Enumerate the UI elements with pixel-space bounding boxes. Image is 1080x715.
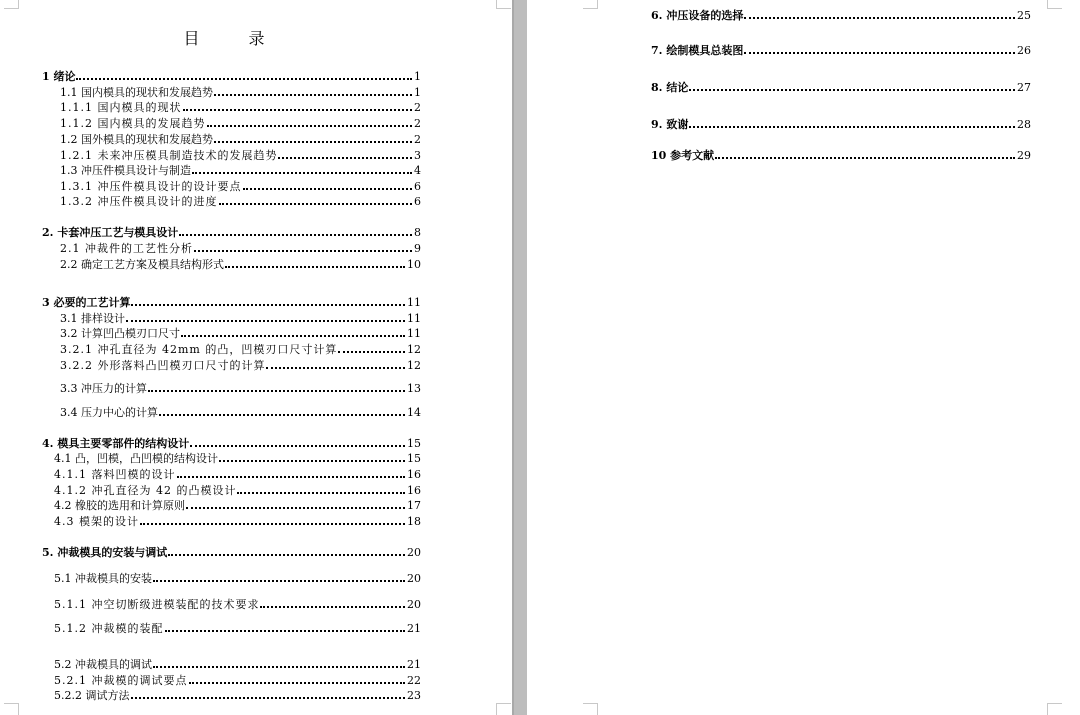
page-corner-mark — [583, 703, 598, 715]
toc-dot-leader — [181, 335, 405, 337]
toc-entry[interactable] — [60, 325, 421, 340]
toc-entry[interactable] — [54, 620, 421, 635]
toc-page-number: 22 — [407, 674, 421, 687]
toc-entry-title: 5.2.2 调试方法 — [54, 689, 130, 702]
toc-entry[interactable] — [60, 131, 421, 146]
toc-page-number: 18 — [407, 515, 421, 528]
toc-entry-title: 1.3.2 冲压件模具设计的进度 — [60, 195, 218, 208]
toc-page-number: 21 — [407, 658, 421, 671]
toc-entry-title: 4.1.1 落料凹模的设计 — [54, 468, 176, 481]
toc-page-number: 10 — [407, 258, 421, 271]
toc-dot-leader — [131, 697, 406, 699]
toc-entry[interactable] — [42, 544, 421, 559]
toc-dot-leader — [237, 492, 405, 494]
page-corner-mark — [4, 0, 19, 9]
toc-page-number: 11 — [407, 296, 421, 309]
toc-dot-leader — [153, 666, 405, 668]
toc-entry[interactable] — [651, 116, 1031, 131]
toc-entry-title: 3.2.1 冲孔直径为 42mm 的凸，凹模刃口尺寸计算 — [60, 343, 338, 356]
toc-entry-title: 3.3 冲压力的计算 — [60, 382, 147, 395]
toc-entry-title: 3 必要的工艺计算 — [42, 296, 131, 309]
toc-dot-leader — [266, 367, 405, 369]
toc-entry[interactable] — [42, 435, 421, 450]
toc-entry-title: 1 绪论 — [42, 70, 76, 83]
document-page-right — [527, 0, 1080, 715]
toc-page-number: 15 — [407, 452, 421, 465]
toc-dot-leader — [140, 523, 405, 525]
toc-page-number: 13 — [407, 382, 421, 395]
toc-dot-leader — [207, 125, 413, 127]
toc-page-number: 20 — [407, 572, 421, 585]
toc-entry-title: 5.2.1 冲裁模的调试要点 — [54, 674, 188, 687]
toc-page-number: 23 — [407, 689, 421, 702]
toc-page-number: 26 — [1017, 44, 1031, 57]
toc-dot-leader — [131, 304, 405, 306]
toc-entry-title: 1.2.1 未来冲压模具制造技术的发展趋势 — [60, 149, 278, 162]
toc-dot-leader — [338, 351, 405, 353]
toc-entry[interactable] — [54, 672, 421, 687]
toc-page-number: 20 — [407, 598, 421, 611]
toc-entry-title: 1.3.1 冲压件模具设计的设计要点 — [60, 180, 242, 193]
toc-page-number: 11 — [407, 327, 421, 340]
toc-entry[interactable] — [60, 84, 421, 99]
toc-entry[interactable] — [54, 596, 421, 611]
toc-entry-title: 1.1.2 国内模具的发展趋势 — [60, 117, 206, 130]
toc-entry[interactable] — [651, 79, 1031, 94]
toc-page-number: 27 — [1017, 81, 1031, 94]
toc-entry-title: 1.3 冲压件模具设计与制造 — [60, 164, 191, 177]
toc-dot-leader — [194, 250, 412, 252]
toc-entry-title: 2.2 确定工艺方案及模具结构形式 — [60, 258, 224, 271]
toc-title: 目 录 — [183, 29, 287, 48]
toc-entry-title: 9. 致谢 — [651, 118, 689, 131]
toc-entry-title: 10 参考文献 — [651, 149, 715, 162]
toc-page-number: 21 — [407, 622, 421, 635]
toc-page-number: 11 — [407, 312, 421, 325]
toc-page-number: 12 — [407, 343, 421, 356]
toc-page-number: 12 — [407, 359, 421, 372]
toc-page-number: 17 — [407, 499, 421, 512]
toc-entry-title: 4.1.2 冲孔直径为 42 的凸模设计 — [54, 484, 237, 497]
toc-entry[interactable] — [60, 341, 421, 356]
toc-dot-leader — [126, 320, 405, 322]
toc-dot-leader — [189, 682, 406, 684]
toc-page-number: 16 — [407, 468, 421, 481]
toc-dot-leader — [214, 94, 412, 96]
page-corner-mark — [496, 703, 511, 715]
toc-entry-title: 2.1 冲裁件的工艺性分析 — [60, 242, 193, 255]
toc-entry[interactable] — [60, 193, 421, 208]
page-corner-mark — [1047, 703, 1062, 715]
page-gutter — [512, 0, 527, 715]
toc-dot-leader — [689, 89, 1015, 91]
toc-page-number: 2 — [414, 133, 421, 146]
toc-entry[interactable] — [42, 294, 421, 309]
toc-entry[interactable] — [54, 656, 421, 671]
toc-entry-title: 4.2 橡胶的选用和计算原则 — [54, 499, 185, 512]
toc-entry-title: 5. 冲裁模具的安装与调试 — [42, 546, 168, 559]
toc-entry[interactable] — [60, 310, 421, 325]
toc-dot-leader — [177, 476, 406, 478]
toc-entry[interactable] — [60, 115, 421, 130]
toc-entry[interactable] — [54, 570, 421, 585]
toc-page-number: 15 — [407, 437, 421, 450]
toc-dot-leader — [186, 507, 405, 509]
toc-dot-leader — [278, 157, 412, 159]
toc-entry-title: 3.1 排样设计 — [60, 312, 125, 325]
toc-entry-title: 3.2 计算凹凸模刃口尺寸 — [60, 327, 180, 340]
toc-entry[interactable] — [60, 256, 421, 271]
toc-entry[interactable] — [60, 99, 421, 114]
toc-entry[interactable] — [54, 466, 421, 481]
toc-dot-leader — [715, 157, 1015, 159]
toc-dot-leader — [243, 188, 413, 190]
toc-page-number: 6 — [414, 195, 421, 208]
toc-entry[interactable] — [54, 687, 421, 702]
toc-dot-leader — [192, 172, 412, 174]
toc-entry[interactable] — [54, 513, 421, 528]
toc-entry[interactable] — [60, 178, 421, 193]
toc-entry-title: 5.1.2 冲裁模的装配 — [54, 622, 164, 635]
toc-dot-leader — [183, 109, 413, 111]
toc-dot-leader — [148, 390, 405, 392]
toc-entry-title: 1.1.1 国内模具的现状 — [60, 101, 182, 114]
toc-entry-title: 1.1 国内模具的现状和发展趋势 — [60, 86, 213, 99]
toc-page-number: 4 — [414, 164, 421, 177]
toc-entry[interactable] — [54, 450, 421, 465]
toc-dot-leader — [219, 203, 413, 205]
toc-entry[interactable] — [60, 147, 421, 162]
toc-dot-leader — [190, 445, 405, 447]
toc-entry[interactable] — [60, 404, 421, 419]
toc-entry-title: 5.2 冲裁模具的调试 — [54, 658, 152, 671]
toc-dot-leader — [260, 606, 405, 608]
toc-entry-title: 1.2 国外模具的现状和发展趋势 — [60, 133, 213, 146]
toc-entry[interactable] — [60, 357, 421, 372]
toc-page-number: 14 — [407, 406, 421, 419]
toc-entry[interactable] — [42, 224, 421, 239]
toc-entry[interactable] — [60, 240, 421, 255]
toc-entry-title: 3.2.2 外形落料凸凹模刃口尺寸的计算 — [60, 359, 266, 372]
toc-page-number: 2 — [414, 117, 421, 130]
toc-page-number: 16 — [407, 484, 421, 497]
toc-entry-title: 3.4 压力中心的计算 — [60, 406, 158, 419]
page-corner-mark — [1047, 0, 1062, 9]
toc-dot-leader — [159, 414, 405, 416]
toc-dot-leader — [165, 630, 406, 632]
toc-entry-title: 4.3 模架的设计 — [54, 515, 139, 528]
page-corner-mark — [4, 703, 19, 715]
toc-entry-title: 6. 冲压设备的选择 — [651, 9, 744, 22]
toc-page-number: 1 — [414, 86, 421, 99]
toc-page-number: 9 — [414, 242, 421, 255]
toc-page-number: 20 — [407, 546, 421, 559]
toc-dot-leader — [744, 17, 1015, 19]
toc-entry[interactable] — [651, 42, 1031, 57]
toc-entry-title: 4. 模具主要零部件的结构设计 — [42, 437, 190, 450]
toc-dot-leader — [219, 460, 405, 462]
toc-dot-leader — [76, 78, 412, 80]
page-corner-mark — [583, 0, 598, 9]
toc-dot-leader — [168, 554, 405, 556]
toc-dot-leader — [225, 266, 405, 268]
toc-entry[interactable] — [651, 147, 1031, 162]
toc-entry[interactable] — [651, 7, 1031, 22]
toc-page-number: 3 — [414, 149, 421, 162]
toc-entry-title: 7. 绘制模具总装图 — [651, 44, 744, 57]
toc-dot-leader — [689, 126, 1015, 128]
toc-entry[interactable] — [60, 162, 421, 177]
toc-entry[interactable] — [54, 497, 421, 512]
toc-entry[interactable] — [42, 68, 421, 83]
toc-page-number: 6 — [414, 180, 421, 193]
toc-page-number: 28 — [1017, 118, 1031, 131]
toc-entry[interactable] — [54, 482, 421, 497]
toc-dot-leader — [153, 580, 405, 582]
toc-entry[interactable] — [60, 380, 421, 395]
toc-dot-leader — [744, 52, 1015, 54]
toc-page-number: 2 — [414, 101, 421, 114]
page-corner-mark — [496, 0, 511, 9]
toc-page-number: 25 — [1017, 9, 1031, 22]
toc-entry-title: 2. 卡套冲压工艺与模具设计 — [42, 226, 179, 239]
toc-page-number: 8 — [414, 226, 421, 239]
toc-entry-title: 5.1 冲裁模具的安装 — [54, 572, 152, 585]
toc-entry-title: 4.1 凸，凹模，凸凹模的结构设计 — [54, 452, 218, 465]
toc-entry-title: 5.1.1 冲空切断级进模装配的技术要求 — [54, 598, 260, 611]
toc-dot-leader — [179, 234, 412, 236]
toc-entry-title: 8. 结论 — [651, 81, 689, 94]
toc-page-number: 29 — [1017, 149, 1031, 162]
document-page-left — [0, 0, 512, 715]
toc-page-number: 1 — [414, 70, 421, 83]
toc-dot-leader — [214, 141, 412, 143]
